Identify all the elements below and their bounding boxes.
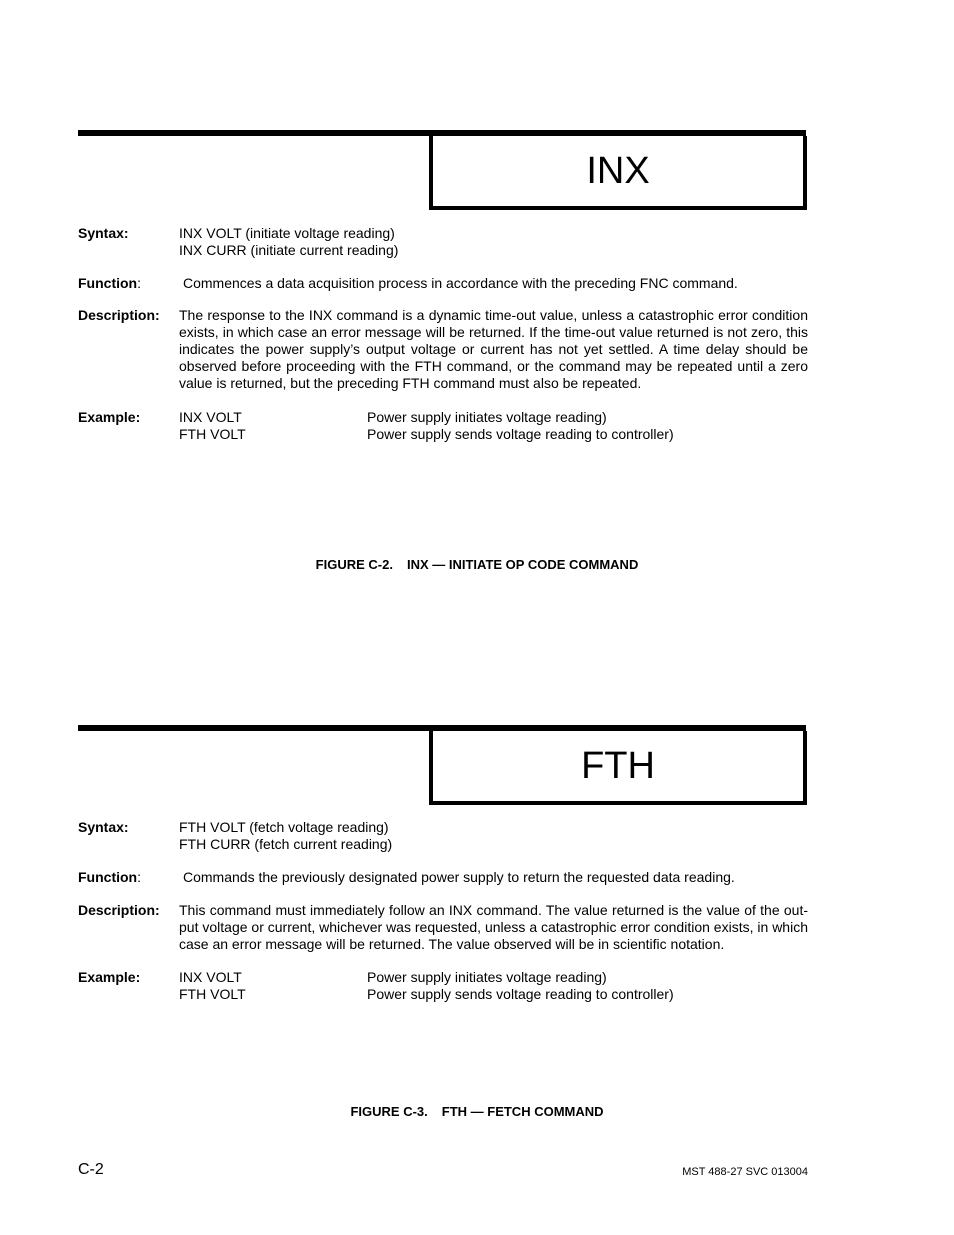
figure-caption: [0, 1104, 954, 1119]
figure-caption: [0, 557, 954, 572]
syntax-line: FTH VOLT (fetch voltage reading): [179, 819, 389, 835]
example-description: Power supply initiates voltage reading): [367, 409, 607, 425]
command-title: FTH: [581, 744, 655, 787]
description-text: This command must immediately follow an INX command. The value returned is the value of the out-put voltage or current, whichever was requested, unless a catastrophic error condition exists, in which case an error message will be returned. The value observed will be in scientific notation.: [179, 902, 808, 952]
example-command: FTH VOLT: [179, 426, 246, 442]
figure-title: FTH — FETCH COMMAND: [441, 1104, 604, 1119]
example-description: Power supply sends voltage reading to controller): [367, 986, 674, 1002]
example-description: Power supply sends voltage reading to controller): [367, 426, 674, 442]
function-label: Function: [78, 275, 138, 291]
syntax-line: INX CURR (initiate current reading): [179, 242, 399, 258]
figure-title: INX — INITIATE OP CODE COMMAND: [406, 557, 639, 572]
document-id: MST 488-27 SVC 013004: [682, 1166, 808, 1178]
description-label: Description:: [78, 902, 160, 918]
function-text: Commences a data acquisition process in accordance with the preceding FNC command.: [183, 275, 738, 291]
syntax-line: FTH CURR (fetch current reading): [179, 836, 393, 852]
example-description: Power supply initiates voltage reading): [367, 969, 607, 985]
example-command: FTH VOLT: [179, 986, 246, 1002]
command-title: INX: [586, 149, 650, 192]
syntax-label: Syntax:: [78, 225, 129, 241]
example-label: Example:: [78, 969, 141, 985]
function-label: Function: [78, 869, 138, 885]
figure-label: FIGURE C-3.: [350, 1104, 428, 1119]
command-title-box: [429, 136, 807, 210]
page-number: C-2: [78, 1161, 104, 1178]
function-colon: :: [137, 869, 141, 885]
example-command: INX VOLT: [179, 409, 242, 425]
description-label: Description:: [78, 307, 160, 323]
figure-label: FIGURE C-2.: [315, 557, 393, 572]
syntax-label: Syntax:: [78, 819, 129, 835]
function-colon: :: [137, 275, 141, 291]
description-text: The response to the INX command is a dynamic time-out value, unless a catastrophic error condition exists, in which case an error message will be returned. If the time-out value returned is not zero, this indicates the power supply’s output voltage or current has not yet settled. A time delay should be observed before proceeding with the FTH command, or the command may be repeated until a zero value is returned, but the preceding FTH command must also be repeated.: [179, 307, 808, 391]
function-text: Commands the previously designated power supply to return the requested data reading.: [183, 869, 735, 885]
example-command: INX VOLT: [179, 969, 242, 985]
syntax-line: INX VOLT (initiate voltage reading): [179, 225, 395, 241]
example-label: Example:: [78, 409, 141, 425]
command-title-box: [429, 731, 807, 805]
